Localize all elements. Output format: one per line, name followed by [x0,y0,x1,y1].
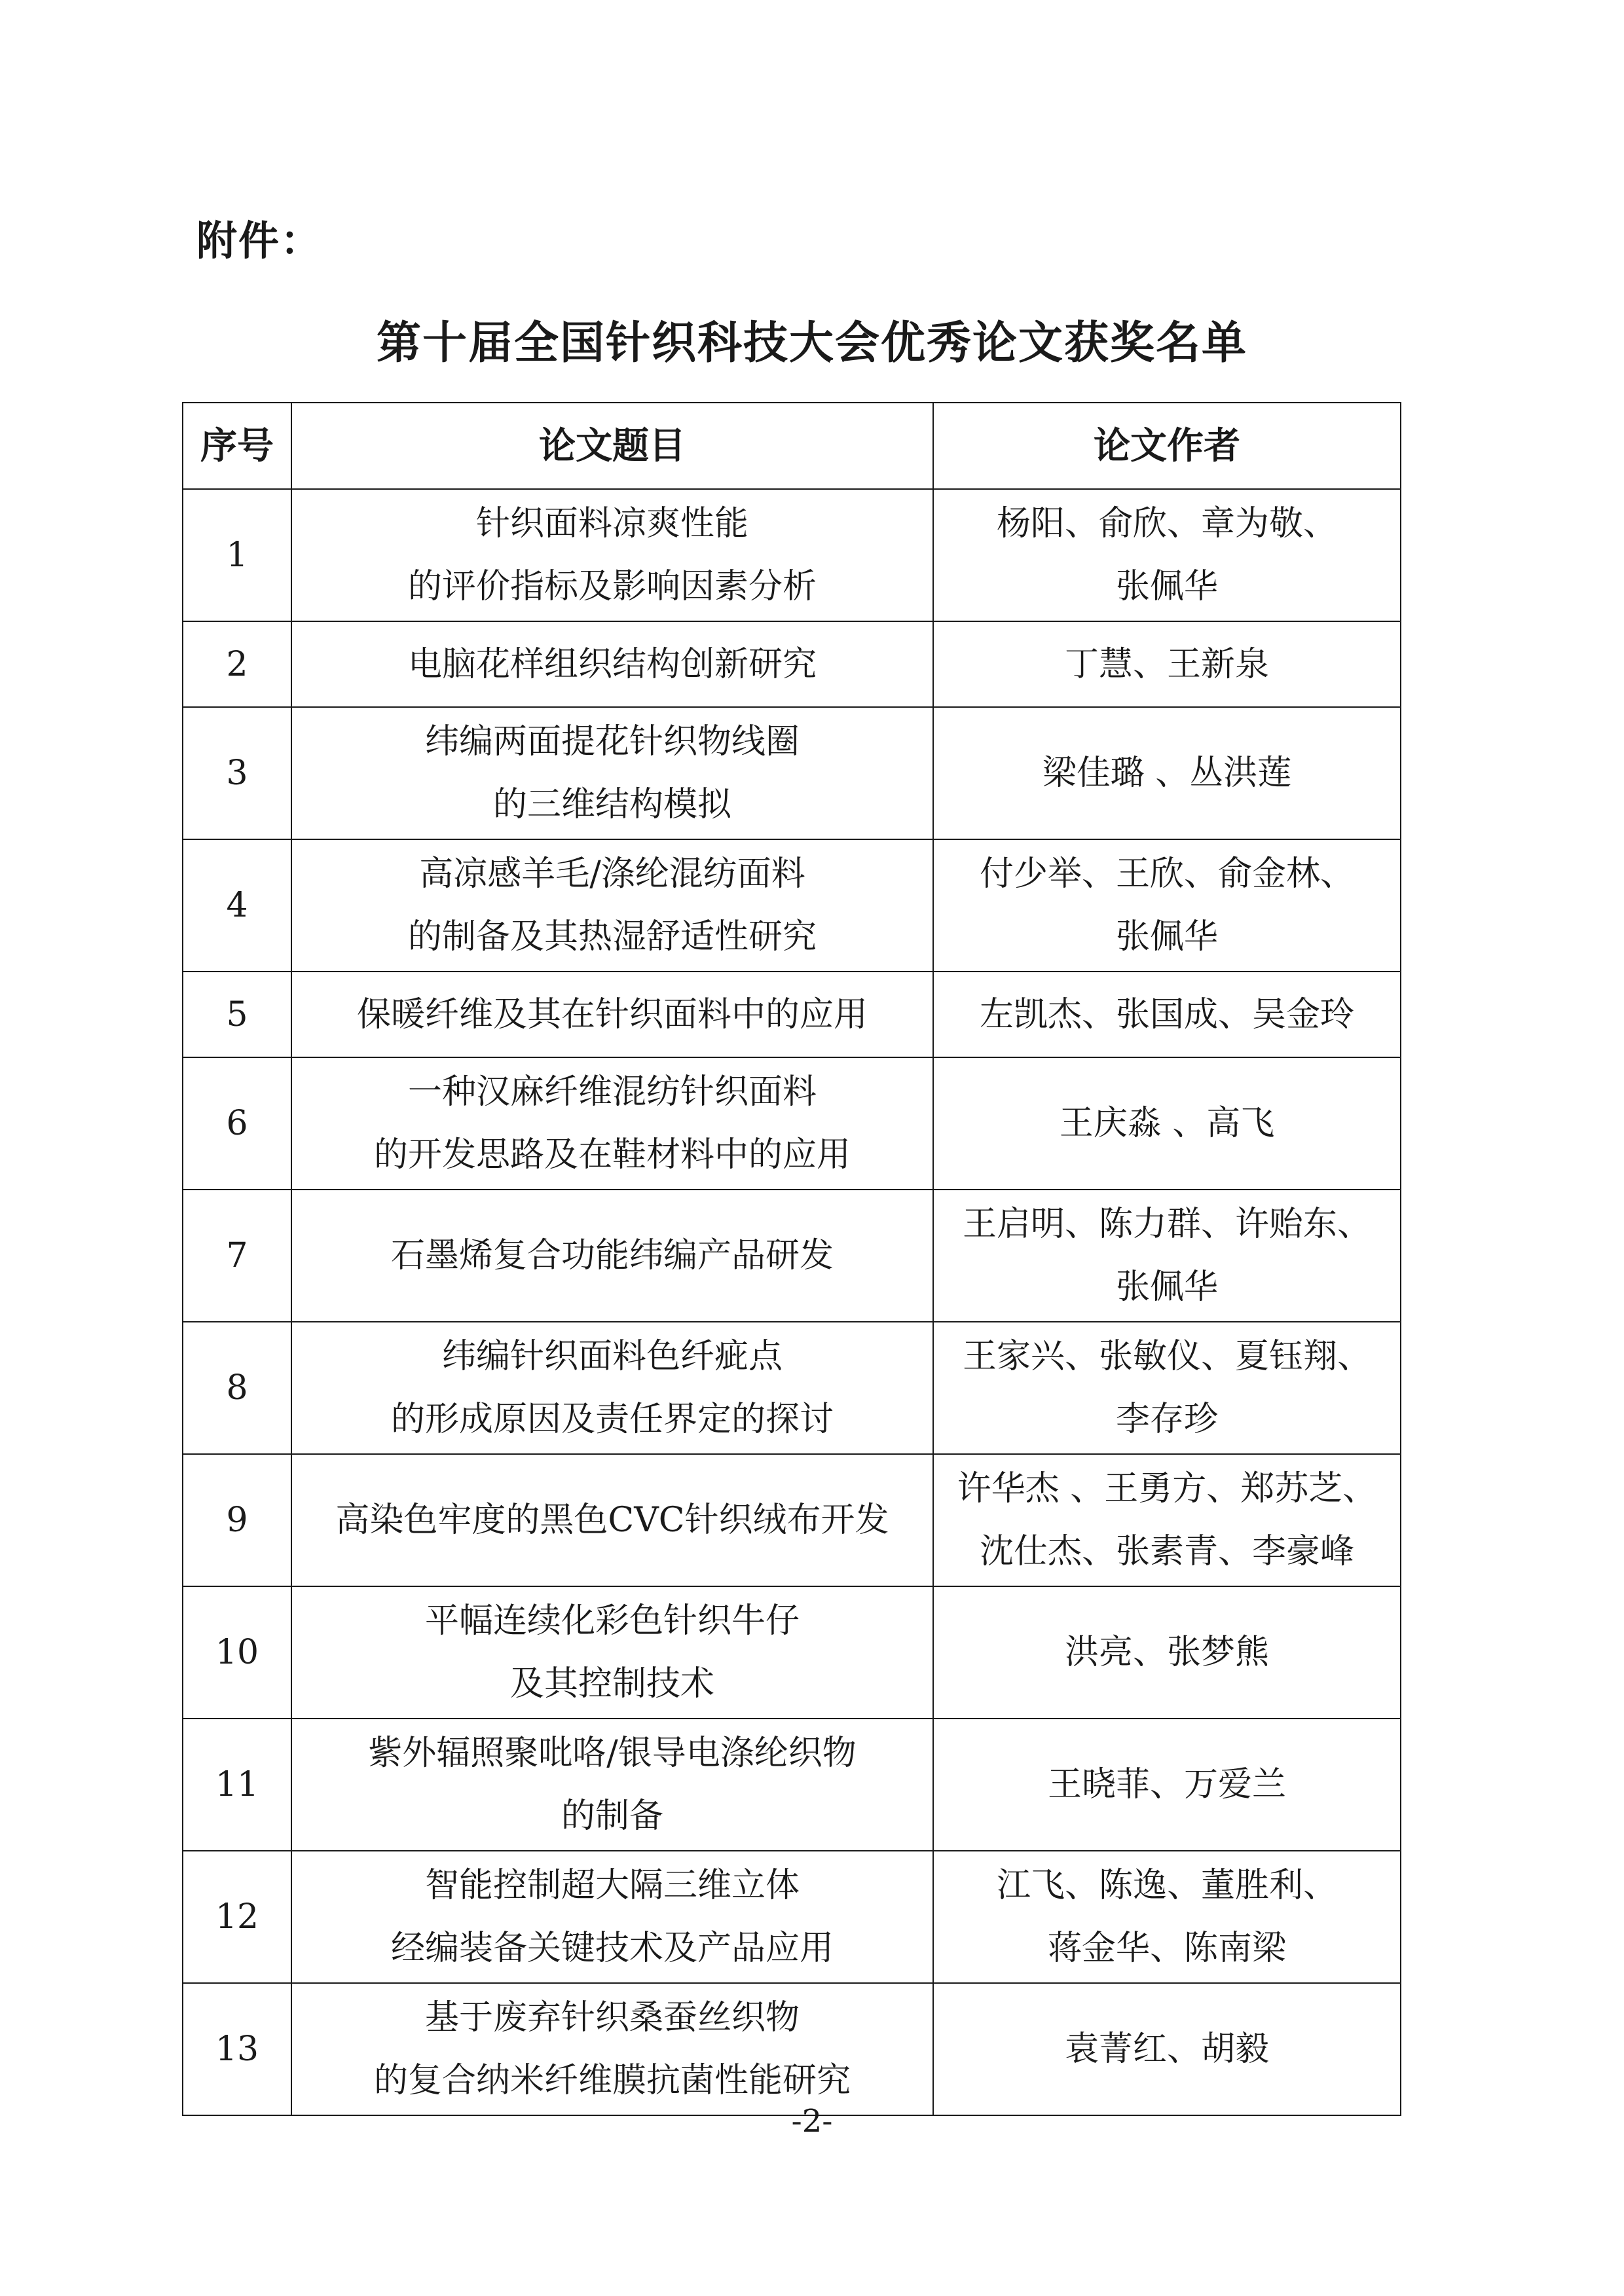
row-number: 13 [183,1983,291,2115]
paper-title-line: 紫外辐照聚吡咯/银导电涤纶织物 [368,1734,857,1773]
paper-authors [933,1454,1401,1586]
paper-authors-line: 王庆淼 、高飞 [1059,1104,1275,1143]
table-row [183,1851,1401,1983]
paper-title-line: 的复合纳米纤维膜抗菌性能研究 [373,2061,851,2100]
row-number: 6 [183,1057,291,1190]
paper-authors-line: 王启明、陈力群、许贻东、 [962,1205,1371,1244]
award-table [182,402,1401,2116]
paper-authors-line: 王家兴、张敏仪、夏钰翔、 [962,1337,1371,1376]
paper-authors [933,839,1401,972]
header-number: 序号 [183,403,291,489]
paper-title-line: 高染色牢度的黑色CVC针织绒布开发 [335,1501,889,1540]
header-authors: 论文作者 [933,403,1401,489]
paper-title-line: 纬编两面提花针织物线圈 [424,722,800,761]
paper-title [291,1322,933,1454]
paper-title [291,621,933,707]
paper-title-line: 纬编针织面料色纤疵点 [441,1337,783,1376]
row-number: 5 [183,972,291,1057]
paper-title [291,1454,933,1586]
paper-title [291,1851,933,1983]
paper-authors-line: 沈仕杰、张素青、李豪峰 [979,1532,1354,1571]
paper-authors-line: 丁慧、王新泉 [1064,644,1269,684]
row-number: 10 [183,1586,291,1719]
attachment-label: 附件： [196,217,323,264]
paper-title-line: 及其控制技术 [509,1664,714,1704]
table-row [183,1586,1401,1719]
paper-authors-line: 洪亮、张梦熊 [1064,1633,1269,1672]
paper-title-line: 电脑花样组织结构创新研究 [407,644,817,684]
paper-authors [933,621,1401,707]
paper-authors-line: 杨阳、俞欣、章为敬、 [996,504,1337,543]
paper-title-line: 一种汉麻纤维混纺针织面料 [407,1072,817,1112]
paper-title [291,1057,933,1190]
paper-title-line: 高凉感羊毛/涤纶混纺面料 [419,854,805,894]
paper-authors-line: 蒋金华、陈南梁 [1047,1929,1286,1968]
paper-title-line: 的开发思路及在鞋材料中的应用 [373,1135,851,1175]
paper-authors-line: 王晓菲、万爱兰 [1047,1765,1286,1804]
row-number: 11 [183,1719,291,1851]
paper-authors [933,1851,1401,1983]
paper-authors-line: 江飞、陈逸、董胜利、 [996,1866,1337,1905]
table-row [183,1454,1401,1586]
paper-title-line: 石墨烯复合功能纬编产品研发 [390,1236,834,1275]
paper-authors [933,707,1401,839]
paper-authors [933,972,1401,1057]
row-number: 4 [183,839,291,972]
paper-title [291,839,933,972]
table-row [183,621,1401,707]
table-row [183,1057,1401,1190]
table-row [183,839,1401,972]
paper-title [291,1719,933,1851]
paper-authors-line: 左凯杰、张国成、吴金玲 [979,994,1354,1034]
paper-authors [933,1190,1401,1322]
paper-authors-line: 张佩华 [1115,917,1218,957]
paper-title-line: 智能控制超大隔三维立体 [424,1866,800,1905]
paper-title-line: 保暖纤维及其在针织面料中的应用 [356,994,868,1034]
paper-title-line: 的三维结构模拟 [492,785,731,824]
row-number: 7 [183,1190,291,1322]
paper-title-line: 的形成原因及责任界定的探讨 [390,1400,834,1439]
header-paper-title: 论文题目 [291,403,933,489]
paper-title-line: 平幅连续化彩色针织牛仔 [424,1601,800,1641]
paper-authors [933,1983,1401,2115]
paper-title [291,972,933,1057]
table-row [183,1983,1401,2115]
table-header-row [183,403,1401,489]
table-row [183,1322,1401,1454]
paper-title [291,489,933,621]
row-number: 8 [183,1322,291,1454]
document-title: 第十届全国针织科技大会优秀论文获奖名单 [376,317,1247,369]
table-row [183,1719,1401,1851]
row-number: 1 [183,489,291,621]
row-number: 2 [183,621,291,707]
paper-title-line: 基于废弃针织桑蚕丝织物 [424,1998,800,2037]
table-row [183,489,1401,621]
paper-title [291,1190,933,1322]
paper-authors-line: 张佩华 [1115,1267,1218,1307]
paper-authors [933,1719,1401,1851]
table-row [183,1190,1401,1322]
paper-authors [933,1322,1401,1454]
paper-title-line: 的制备及其热湿舒适性研究 [407,917,817,957]
paper-title [291,1983,933,2115]
paper-authors-line: 李存珍 [1115,1400,1218,1439]
row-number: 3 [183,707,291,839]
paper-authors-line: 许华杰 、王勇方、郑苏芝、 [957,1469,1377,1508]
paper-authors-line: 付少举、王欣、俞金林、 [979,854,1354,894]
paper-title [291,1586,933,1719]
paper-title-line: 的评价指标及影响因素分析 [407,567,817,606]
paper-authors [933,489,1401,621]
paper-title-line: 经编装备关键技术及产品应用 [390,1929,834,1968]
paper-authors-line: 梁佳璐 、丛洪莲 [1042,754,1292,793]
table-row [183,707,1401,839]
paper-authors-line: 袁菁红、胡毅 [1064,2030,1269,2069]
paper-title-line: 的制备 [561,1796,663,1836]
page-number: -2- [791,2103,833,2140]
row-number: 9 [183,1454,291,1586]
table-row [183,972,1401,1057]
paper-authors [933,1586,1401,1719]
table-body [183,489,1401,2115]
paper-authors [933,1057,1401,1190]
paper-title-line: 针织面料凉爽性能 [475,504,748,543]
row-number: 12 [183,1851,291,1983]
paper-title [291,707,933,839]
paper-authors-line: 张佩华 [1115,567,1218,606]
